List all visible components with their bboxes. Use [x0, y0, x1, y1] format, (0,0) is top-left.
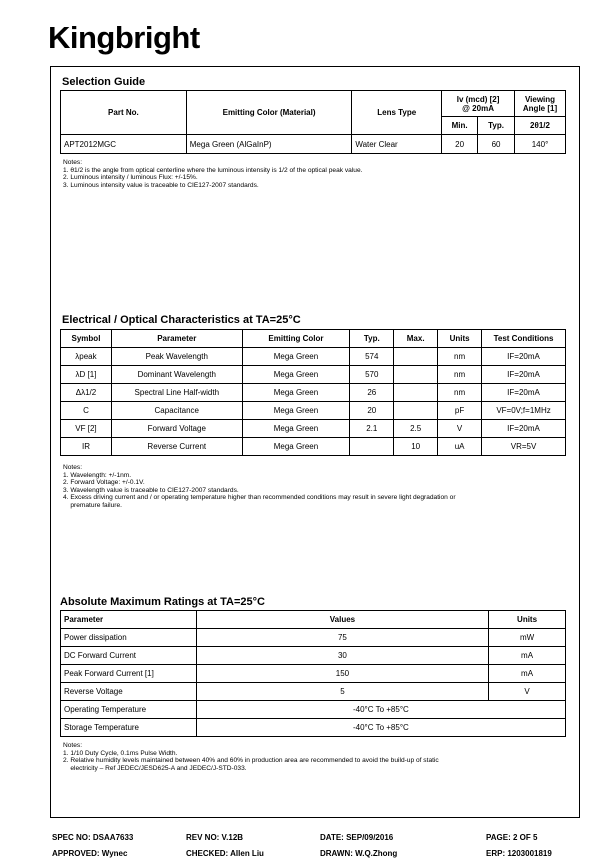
- cell: 5: [196, 683, 488, 701]
- table-row: [61, 348, 566, 366]
- cell: [394, 366, 438, 384]
- header-parameter: Parameter: [61, 611, 197, 629]
- header-typ: Typ.: [478, 117, 515, 135]
- electrical-title: Electrical / Optical Characteristics at TA=25°C: [62, 314, 301, 326]
- cell: VR=5V: [482, 438, 566, 456]
- note-line: 2. Luminous intensity / luminous Flux: +/-15%.: [63, 174, 198, 182]
- absolute-title: Absolute Maximum Ratings at TA=25°C: [60, 596, 265, 608]
- note-line: Notes:: [63, 159, 83, 166]
- cell: 30: [196, 647, 488, 665]
- header-theta: 2θ1/2: [515, 117, 566, 135]
- cell: λpeak: [61, 348, 112, 366]
- cell: IF=20mA: [482, 348, 566, 366]
- cell: 20: [350, 402, 394, 420]
- cell: nm: [438, 384, 482, 402]
- table-row: [61, 438, 566, 456]
- header-test-conditions: Test Conditions: [482, 330, 566, 348]
- cell: [394, 402, 438, 420]
- footer-rev-no: REV NO: V.12B: [186, 833, 244, 842]
- note-line: electricity – Ref JEDEC/JESD625-A and JEDEC/J-STD-033.: [63, 764, 247, 772]
- table-row: [61, 647, 566, 665]
- cell: Reverse Current: [111, 438, 242, 456]
- cell: uA: [438, 438, 482, 456]
- table-row: [61, 402, 566, 420]
- cell: -40°C To +85°C: [196, 701, 565, 719]
- cell: 150: [196, 665, 488, 683]
- table-row: [61, 683, 566, 701]
- cell: IF=20mA: [482, 384, 566, 402]
- table-row: [61, 135, 566, 154]
- cell: V: [489, 683, 566, 701]
- selection-notes: [63, 159, 362, 189]
- cell: VF=0V;f=1MHz: [482, 402, 566, 420]
- cell: 574: [350, 348, 394, 366]
- cell: DC Forward Current: [61, 647, 197, 665]
- note-line: 1. 1/10 Duty Cycle, 0.1ms Pulse Width.: [63, 749, 178, 757]
- cell: 10: [394, 438, 438, 456]
- header-units: Units: [489, 611, 566, 629]
- cell-part-no: APT2012MGC: [61, 135, 187, 154]
- cell: Δλ1/2: [61, 384, 112, 402]
- cell: Mega Green: [242, 420, 350, 438]
- header-parameter: Parameter: [111, 330, 242, 348]
- electrical-table: [60, 329, 566, 456]
- cell-emitting-color: Mega Green (AlGaInP): [186, 135, 352, 154]
- header-typ: Typ.: [350, 330, 394, 348]
- note-line: 2. Relative humidity levels maintained between 40% and 60% in production area are recommended to avoid the build-up of static: [63, 757, 439, 765]
- cell: pF: [438, 402, 482, 420]
- cell: Peak Forward Current [1]: [61, 665, 197, 683]
- cell: Mega Green: [242, 348, 350, 366]
- footer-approved: APPROVED: Wynec: [52, 849, 128, 858]
- cell-min: 20: [442, 135, 478, 154]
- table-row: [61, 366, 566, 384]
- cell: VF [2]: [61, 420, 112, 438]
- cell: 75: [196, 629, 488, 647]
- selection-guide-table: [60, 90, 566, 154]
- cell: mA: [489, 647, 566, 665]
- note-line: 3. Luminous intensity value is traceable to CIE127-2007 standards.: [63, 181, 259, 189]
- table-row: [61, 629, 566, 647]
- table-row: [61, 384, 566, 402]
- cell: [350, 438, 394, 456]
- header-lens-type: Lens Type: [352, 91, 442, 135]
- header-emitting-color: Emitting Color: [242, 330, 350, 348]
- cell: Mega Green: [242, 384, 350, 402]
- note-line: 4. Excess driving current and / or operating temperature higher than recommended conditions may result in severe light degradation or: [63, 494, 456, 502]
- cell: -40°C To +85°C: [196, 719, 565, 737]
- footer-checked: CHECKED: Allen Liu: [186, 849, 264, 858]
- cell: Mega Green: [242, 366, 350, 384]
- cell-lens-type: Water Clear: [352, 135, 442, 154]
- cell: Storage Temperature: [61, 719, 197, 737]
- cell: C: [61, 402, 112, 420]
- header-emitting-color: Emitting Color (Material): [186, 91, 352, 135]
- cell: nm: [438, 348, 482, 366]
- absolute-notes: [63, 742, 439, 772]
- note-line: premature failure.: [63, 501, 123, 509]
- cell-typ: 60: [478, 135, 515, 154]
- note-line: 1. Wavelength: +/-1nm.: [63, 471, 132, 479]
- header-symbol: Symbol: [61, 330, 112, 348]
- cell: V: [438, 420, 482, 438]
- cell: Power dissipation: [61, 629, 197, 647]
- selection-guide-title: Selection Guide: [62, 76, 146, 88]
- note-line: Notes:: [63, 464, 83, 471]
- cell: [394, 348, 438, 366]
- cell: nm: [438, 366, 482, 384]
- cell: Capacitance: [111, 402, 242, 420]
- header-values: Values: [196, 611, 488, 629]
- cell: 2.1: [350, 420, 394, 438]
- table-row: [61, 420, 566, 438]
- cell: λD [1]: [61, 366, 112, 384]
- footer-date: DATE: SEP/09/2016: [320, 833, 394, 842]
- cell: Mega Green: [242, 402, 350, 420]
- note-line: Notes:: [63, 742, 83, 749]
- cell: IF=20mA: [482, 366, 566, 384]
- cell: [394, 384, 438, 402]
- cell: mW: [489, 629, 566, 647]
- table-row: [61, 665, 566, 683]
- absolute-table: [60, 610, 566, 737]
- cell: mA: [489, 665, 566, 683]
- cell: Operating Temperature: [61, 701, 197, 719]
- cell: Forward Voltage: [111, 420, 242, 438]
- cell: 2.5: [394, 420, 438, 438]
- cell: Spectral Line Half-width: [111, 384, 242, 402]
- cell: 570: [350, 366, 394, 384]
- cell-angle: 140°: [515, 135, 566, 154]
- cell: Peak Wavelength: [111, 348, 242, 366]
- footer-drawn: DRAWN: W.Q.Zhong: [320, 849, 398, 858]
- note-line: 2. Forward Voltage: +/-0.1V.: [63, 479, 145, 487]
- table-row: [61, 701, 566, 719]
- header-units: Units: [438, 330, 482, 348]
- cell: Reverse Voltage: [61, 683, 197, 701]
- header-viewing-angle: Viewing Angle [1]: [515, 91, 566, 117]
- brand-logo: Kingbright: [48, 20, 200, 55]
- note-line: 3. Wavelength value is traceable to CIE127-2007 standards.: [63, 486, 239, 494]
- note-line: 1. θ1/2 is the angle from optical centerline where the luminous intensity is 1/2 of the optical peak value.: [63, 166, 363, 174]
- footer-spec-no: SPEC NO: DSAA7633: [52, 833, 134, 842]
- table-row: [61, 719, 566, 737]
- cell: IR: [61, 438, 112, 456]
- cell: Dominant Wavelength: [111, 366, 242, 384]
- footer-erp: ERP: 1203001819: [486, 849, 552, 858]
- cell: IF=20mA: [482, 420, 566, 438]
- cell: 26: [350, 384, 394, 402]
- header-min: Min.: [442, 117, 478, 135]
- electrical-notes: [63, 464, 456, 510]
- header-max: Max.: [394, 330, 438, 348]
- cell: Mega Green: [242, 438, 350, 456]
- header-iv: Iv (mcd) [2] @ 20mA: [442, 91, 515, 117]
- header-part-no: Part No.: [61, 91, 187, 135]
- footer-page: PAGE: 2 OF 5: [486, 833, 538, 842]
